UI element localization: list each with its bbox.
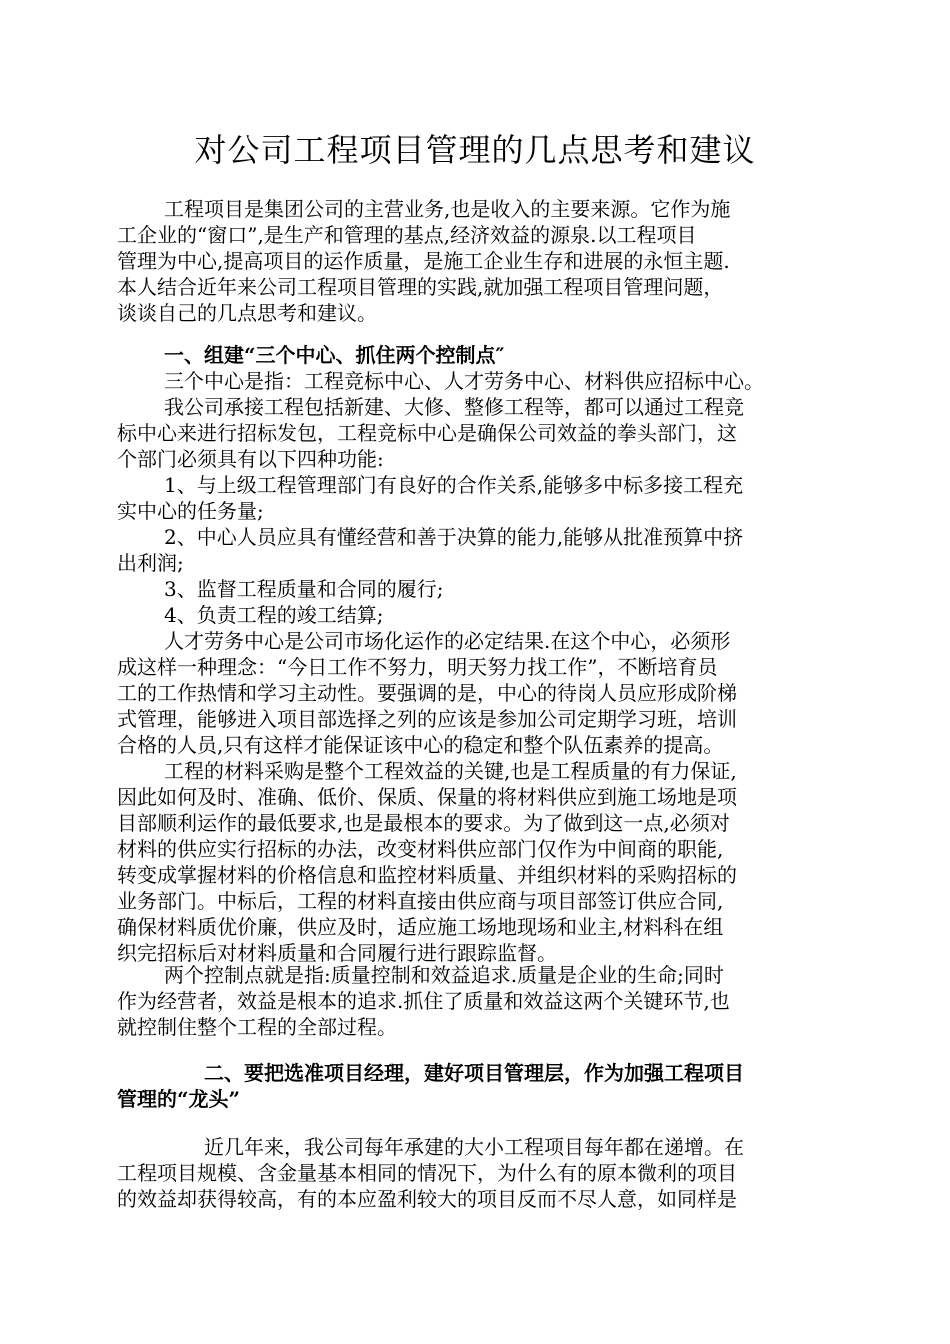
section-2-heading-line: 二、要把选准项目经理，建好项目管理层，作为加强工程项目 [204,1061,744,1085]
section-1-line: 织完招标后对材料质量和合同履行进行跟踪监督。 [117,941,557,965]
section-2 [117,1134,877,1212]
intro-paragraph [117,196,877,326]
section-1-line: 1、与上级工程管理部门有良好的合作关系,能够多中标多接工程充 [164,473,744,497]
section-1-heading: 一、组建“三个中心、抓住两个控制点″ [164,343,505,367]
intro-line: 谈谈自己的几点思考和建议。 [117,301,377,325]
control-points-line: 作为经营者，效益是根本的追求.抓住了质量和效益这两个关键环节,也 [117,989,730,1013]
section-1-line: 3、监督工程质量和合同的履行; [164,577,444,601]
section-1-line: 工的工作热情和学习主动性。要强调的是，中心的待岗人员应形成阶梯 [117,681,737,705]
section-1-line: 人才劳务中心是公司市场化运作的必定结果.在这个中心，必须形 [164,629,731,653]
section-1-line: 材料的供应实行招标的办法，改变材料供应部门仅作为中间商的职能, [117,837,724,861]
intro-line: 管理为中心,提高项目的运作质量，是施工企业生存和进展的永恒主题. [117,249,730,273]
document-title: 对公司工程项目管理的几点思考和建议 [194,131,756,169]
section-1-line: 业务部门。中标后，工程的材料直接由供应商与项目部签订供应合同, [117,889,724,913]
section-2-line: 近几年来，我公司每年承建的大小工程项目每年都在递增。在 [204,1135,744,1159]
section-1-line: 成这样一种理念：“今日工作不努力，明天努力找工作”，不断培育员 [117,655,718,679]
section-1-line: 确保材料质优价廉，供应及时，适应施工场地现场和业主,材料科在组 [117,915,724,939]
section-1 [117,342,877,966]
section-1-line: 转变成掌握材料的价格信息和监控材料质量、并组织材料的采购招标的 [117,863,737,887]
section-2-line: 的效益却获得较高，有的本应盈利较大的项目反而不尽人意，如同样是 [117,1187,737,1211]
section-1-line: 三个中心是指：工程竞标中心、人才劳务中心、材料供应招标中心。 [164,369,764,393]
section-1-line: 4、负责工程的竣工结算; [164,603,384,627]
control-points-line: 就控制住整个工程的全部过程。 [117,1015,397,1039]
section-1-line: 标中心来进行招标发包，工程竞标中心是确保公司效益的拳头部门，这 [117,421,737,445]
section-1-line: 我公司承接工程包括新建、大修、整修工程等，都可以通过工程竞 [164,395,744,419]
section-1-line: 个部门必须具有以下四种功能: [117,447,384,471]
section-1-line: 实中心的任务量; [117,499,264,523]
section-1-line: 2、中心人员应具有懂经营和善于决算的能力,能够从批准预算中挤 [164,525,744,549]
section-1-line: 式管理，能够进入项目部选择之列的应该是参加公司定期学习班，培训 [117,707,737,731]
section-2-line: 工程项目规模、含金量基本相同的情况下，为什么有的原本微利的项目 [117,1161,737,1185]
section-1-line: 目部顺利运作的最低要求,也是最根本的要求。为了做到这一点,必须对 [117,811,730,835]
section-1-line: 合格的人员,只有这样才能保证该中心的稳定和整个队伍素养的提高。 [117,733,724,757]
section-1-line: 因此如何及时、准确、低价、保质、保量的将材料供应到施工场地是项 [117,785,737,809]
section-1-line: 出利润; [117,551,184,575]
control-points-paragraph [117,962,877,1040]
section-2-heading [117,1060,877,1112]
intro-line: 本人结合近年来公司工程项目管理的实践,就加强工程项目管理问题， [117,275,724,299]
intro-line: 工企业的“窗口”,是生产和管理的基点,经济效益的源泉.以工程项目 [117,223,697,247]
control-points-line: 两个控制点就是指:质量控制和效益追求.质量是企业的生命;同时 [164,963,724,987]
intro-line: 工程项目是集团公司的主营业务,也是收入的主要来源。它作为施 [164,197,731,221]
section-1-line: 工程的材料采购是整个工程效益的关键,也是工程质量的有力保证, [164,759,737,783]
section-2-heading-line: 管理的“龙头” [117,1087,241,1111]
